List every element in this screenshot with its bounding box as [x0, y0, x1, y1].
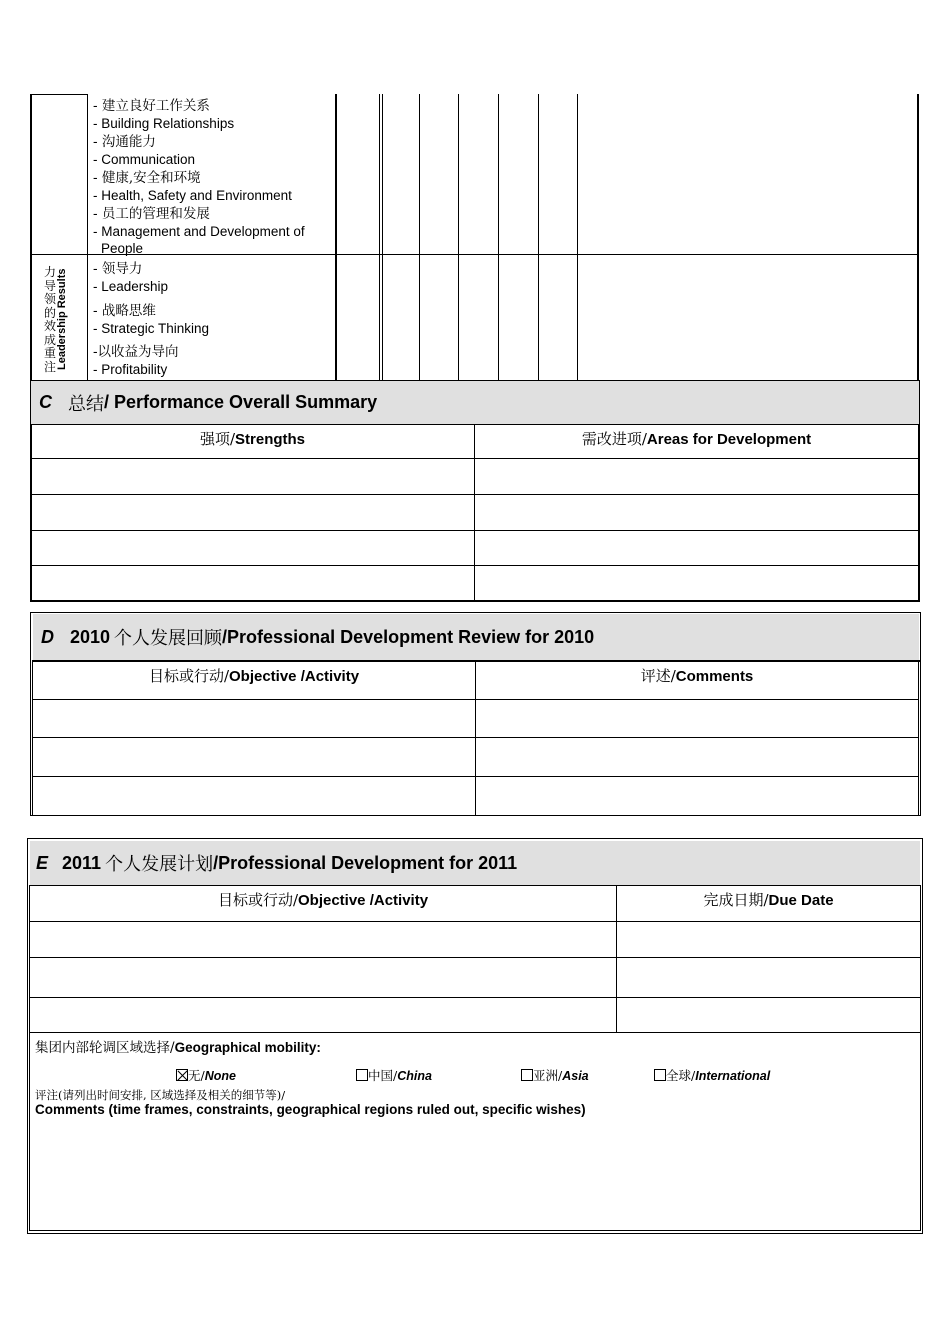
- item-leadership-en: - Leadership: [93, 279, 169, 294]
- checkbox-checked-icon[interactable]: [176, 1069, 188, 1081]
- section-c-letter: C: [39, 392, 52, 412]
- item-building-relationships-en: - Building Relationships: [93, 116, 235, 131]
- strength-cell-2[interactable]: [32, 495, 473, 530]
- checkbox-icon[interactable]: [521, 1069, 533, 1081]
- plan-objective-cell-2[interactable]: [31, 958, 615, 997]
- strength-cell-4[interactable]: [32, 566, 473, 600]
- section-d-letter: D: [41, 626, 54, 647]
- section-c-title-cn: 总结: [68, 393, 104, 415]
- comments-textarea[interactable]: [32, 1122, 918, 1228]
- checkbox-icon[interactable]: [356, 1069, 368, 1081]
- plan-due-date-cell-1[interactable]: [618, 922, 919, 957]
- review-comment-cell-3[interactable]: [477, 777, 917, 814]
- comments-label-cn: 评注(请列出时间安排, 区域选择及相关的细节等)/: [35, 1088, 286, 1102]
- item-hse-cn: - 健康,安全和环境: [93, 170, 201, 186]
- areas-header: 需改进项/Areas for Development: [581, 430, 812, 448]
- plan-objective-cell-3[interactable]: [31, 998, 615, 1032]
- area-cell-4[interactable]: [476, 566, 917, 600]
- section-d-year: 2010: [70, 626, 111, 647]
- section-e-title-en: /Professional Development for 2011: [213, 852, 518, 873]
- review-comment-cell-2[interactable]: [477, 738, 917, 776]
- section-e-title-cn: 个人发展计划: [105, 854, 214, 875]
- strengths-header: 强项/Strengths: [199, 430, 306, 448]
- section-d-header: [33, 614, 919, 660]
- section-c-title-en: / Performance Overall Summary: [104, 392, 378, 412]
- checkbox-icon[interactable]: [654, 1069, 666, 1081]
- item-building-relationships-cn: - 建立良好工作关系: [93, 98, 210, 114]
- mobility-option-china[interactable]: 中国/China: [356, 1066, 432, 1084]
- item-profitability-en: - Profitability: [93, 362, 168, 377]
- section-e-header: [30, 841, 920, 885]
- review-objective-cell-2[interactable]: [34, 738, 474, 776]
- section-d-title-en: /Professional Development Review for 2010: [222, 626, 595, 647]
- plan-due-date-cell-3[interactable]: [618, 998, 919, 1032]
- objective-header-2010: 目标或行动/Objective /Activity: [148, 667, 360, 685]
- plan-objective-cell-1[interactable]: [31, 922, 615, 957]
- mobility-label: 集团内部轮调区域选择/Geographical mobility:: [35, 1040, 321, 1056]
- mobility-option-none[interactable]: 无/None: [176, 1066, 236, 1084]
- section-e-letter: E: [36, 852, 49, 873]
- area-cell-2[interactable]: [476, 495, 917, 530]
- review-comment-cell-1[interactable]: [477, 700, 917, 737]
- section-c-header: [30, 380, 920, 425]
- area-cell-1[interactable]: [476, 459, 917, 494]
- item-people-mgmt-cn: - 员工的管理和发展: [93, 206, 210, 222]
- mobility-option-asia[interactable]: 亚洲/Asia: [521, 1066, 589, 1084]
- item-strategic-cn: - 战略思维: [93, 303, 156, 319]
- section-d-title-cn: 个人发展回顾: [114, 628, 223, 649]
- item-profitability-cn: -以收益为导向: [93, 344, 179, 360]
- section-e-year: 2011: [62, 852, 102, 873]
- review-objective-cell-3[interactable]: [34, 777, 474, 814]
- strength-cell-3[interactable]: [32, 531, 473, 565]
- item-people-mgmt-en2: People: [101, 241, 144, 256]
- review-objective-cell-1[interactable]: [34, 700, 474, 737]
- group-label-cn: 力 导 领 的 效 成 重 注: [43, 265, 56, 374]
- area-cell-3[interactable]: [476, 531, 917, 565]
- plan-due-date-cell-2[interactable]: [618, 958, 919, 997]
- item-hse-en: - Health, Safety and Environment: [93, 188, 292, 203]
- objective-header-2011: 目标或行动/Objective /Activity: [217, 891, 429, 909]
- item-people-mgmt-en: - Management and Development of: [93, 224, 305, 239]
- strength-cell-1[interactable]: [32, 459, 473, 494]
- due-date-header: 完成日期/Due Date: [703, 891, 834, 909]
- mobility-option-international[interactable]: 全球/International: [654, 1066, 770, 1084]
- item-communication-cn: - 沟通能力: [93, 134, 156, 150]
- item-strategic-en: - Strategic Thinking: [93, 321, 210, 336]
- comments-label-en: Comments (time frames, constraints, geographical regions ruled out, specific wishes): [35, 1102, 586, 1117]
- group-label-en: Leadership Results: [56, 268, 68, 370]
- item-communication-en: - Communication: [93, 152, 196, 167]
- item-leadership-cn: - 领导力: [93, 261, 143, 277]
- comments-header-2010: 评述/Comments: [640, 667, 754, 685]
